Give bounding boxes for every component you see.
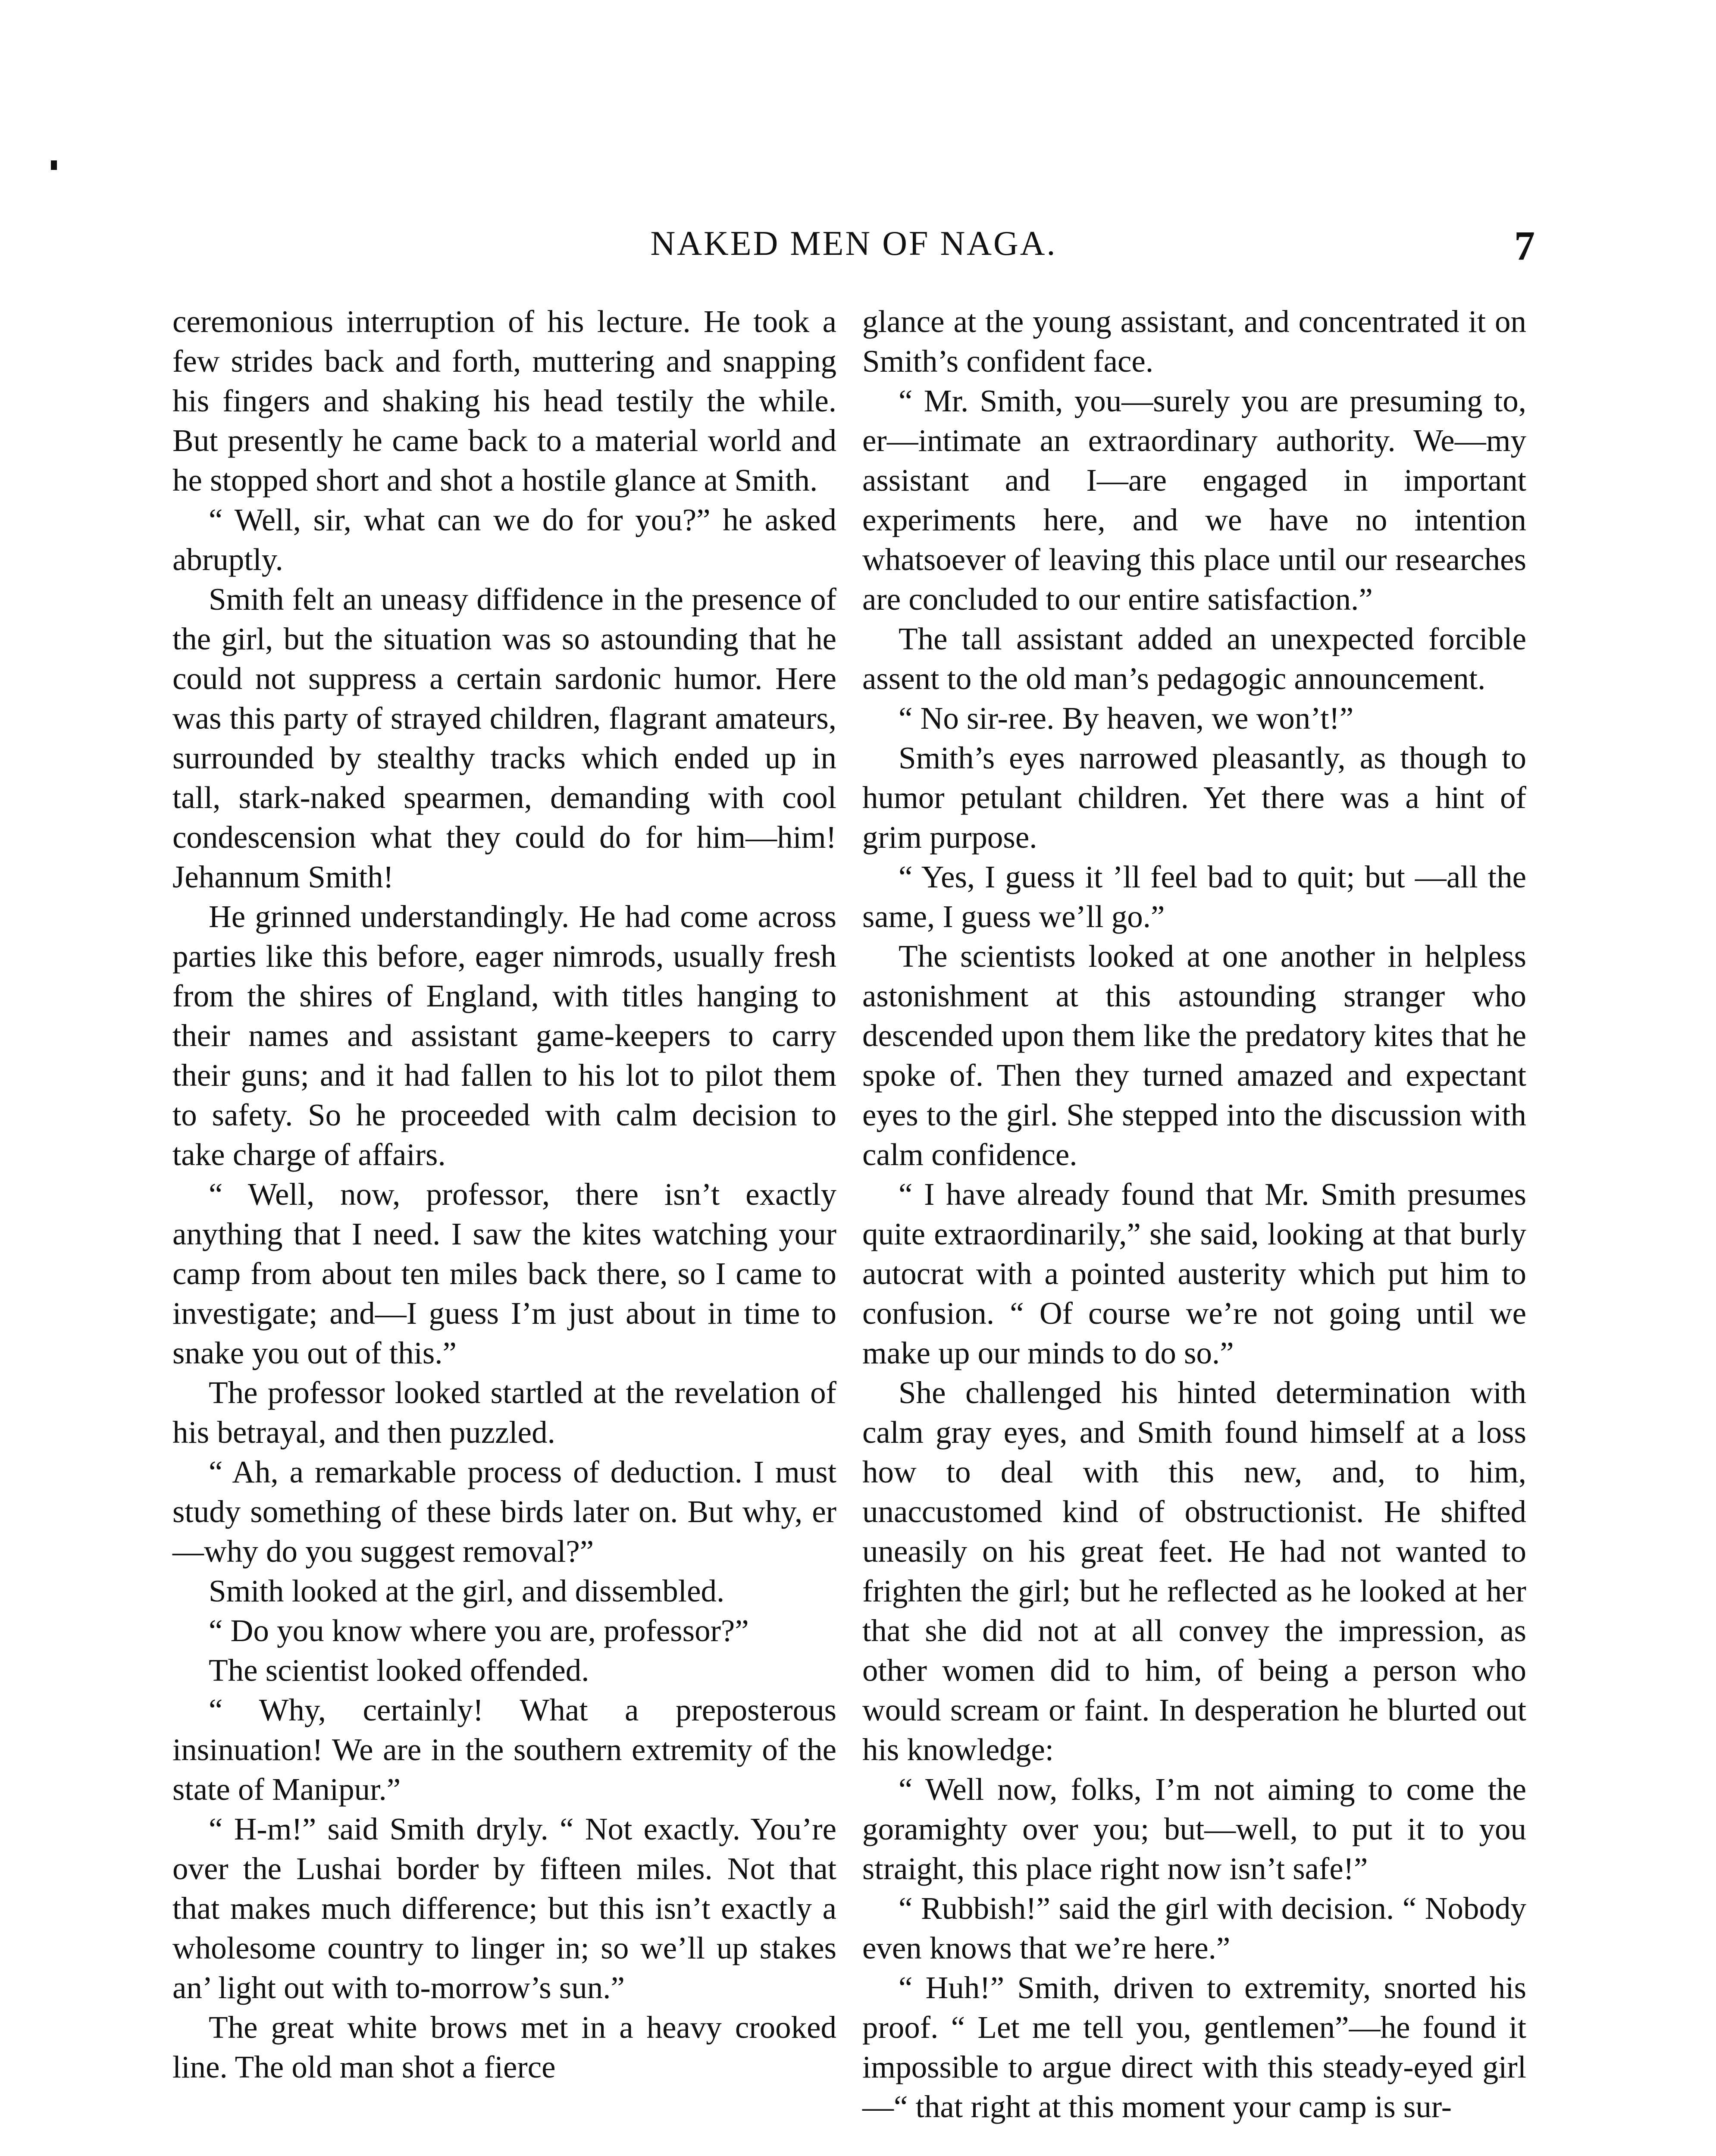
paragraph: “ Mr. Smith, you—surely you are presuming to, er—intimate an extraordinary authority. We—my assistant and I—are engaged in important experiments here, and we have no intention whatsoever of leaving this place until our researches are concluded to our entire satisfaction.”	[862, 383, 1526, 617]
paragraph: ceremonious interruption of his lecture. He took a few strides back and forth, muttering and snapping his fingers and shaking his head testily the while. But presently he came back to a material world and he stopped short and shot a hostile glance at Smith.	[172, 304, 836, 498]
paragraph: “ H-m!” said Smith dryly. “ Not exactly. You’re over the Lushai border by fifteen miles. Not that that makes much difference; but this isn’t exactly a wholesome country to linger in; so we’ll up stakes an’ light out with to-morrow’s sun.”	[172, 1811, 836, 2005]
right-column	[862, 302, 1526, 2127]
paragraph: The scientist looked offended.	[209, 1653, 589, 1688]
paragraph: Smith’s eyes narrowed pleasantly, as though to humor petulant children. Yet there was a hint of grim purpose.	[862, 740, 1526, 855]
paragraph: Smith felt an uneasy diffidence in the presence of the girl, but the situation was so astounding that he could not suppress a certain sardonic humor. Here was this party of strayed children, flagrant amateurs, surrounded by stealthy tracks which ended up in tall, stark-naked spearmen, demanding with cool condescension what they could do for him—him! Jehannum Smith!	[172, 582, 836, 894]
page-number: 7	[1514, 222, 1535, 269]
paragraph: glance at the young assistant, and concentrated it on Smith’s confident face.	[862, 304, 1526, 379]
running-title: NAKED MEN OF NAGA.	[650, 225, 1057, 263]
paragraph: “ I have already found that Mr. Smith presumes quite extraordinarily,” she said, looking at that burly autocrat with a pointed austerity which put him to confusion. “ Of course we’re not going until we make up our minds to do so.”	[862, 1177, 1526, 1370]
paragraph: “ Well, now, professor, there isn’t exactly anything that I need. I saw the kites watching your camp from about ten miles back there, so I came to investigate; and—I guess I’m just about in time to snake you out of this.”	[172, 1177, 836, 1370]
paragraph: The professor looked startled at the revelation of his betrayal, and then puzzled.	[172, 1375, 836, 1450]
paragraph: “ Do you know where you are, professor?”	[209, 1613, 749, 1648]
paragraph: She challenged his hinted determination with calm gray eyes, and Smith found himself at a loss how to deal with this new, and, to him, unaccustomed kind of obstructionist. He shifted uneasily on his great feet. He had not wanted to frighten the girl; but he reflected as he looked at her that she did not at all convey the impression, as other women did to him, of being a person who would scream or faint. In desperation he blurted out his knowledge:	[862, 1375, 1526, 1767]
paragraph: The tall assistant added an unexpected forcible assent to the old man’s pedagogic announcement.	[862, 621, 1526, 696]
paragraph: He grinned understandingly. He had come across parties like this before, eager nimrods, usually fresh from the shires of England, with titles hanging to their names and assistant game-keepers to carry their guns; and it had fallen to his lot to pilot them to safety. So he proceeded with calm decision to take charge of affairs.	[172, 899, 836, 1172]
paragraph: “ Huh!” Smith, driven to extremity, snorted his proof. “ Let me tell you, gentlemen”—he found it impossible to argue direct with this steady-eyed girl—“ that right at this moment your camp is sur-	[862, 1970, 1526, 2124]
paragraph: “ Rubbish!” said the girl with decision. “ Nobody even knows that we’re here.”	[862, 1891, 1526, 1965]
paragraph: The scientists looked at one another in helpless astonishment at this astounding stranger who descended upon them like the predatory kites that he spoke of. Then they turned amazed and expectant eyes to the girl. She stepped into the discussion with calm confidence.	[862, 939, 1526, 1172]
paragraph: “ No sir-ree. By heaven, we won’t!”	[899, 701, 1354, 736]
paragraph: The great white brows met in a heavy crooked line. The old man shot a fierce	[172, 2010, 836, 2084]
stray-ink-mark-top	[51, 160, 57, 170]
left-column	[172, 302, 836, 2087]
paragraph: “ Well, sir, what can we do for you?” he asked abruptly.	[172, 502, 836, 577]
paragraph: “ Yes, I guess it ’ll feel bad to quit; but —all the same, I guess we’ll go.”	[862, 859, 1526, 934]
page-header	[172, 224, 1535, 276]
paragraph: Smith looked at the girl, and dissembled.	[209, 1573, 725, 1608]
paragraph: “ Ah, a remarkable process of deduction. I must study something of these birds later on. But why, er—why do you suggest removal?”	[172, 1454, 836, 1569]
paragraph: “ Why, certainly! What a preposterous insinuation! We are in the southern extremity of the state of Manipur.”	[172, 1692, 836, 1807]
paragraph: “ Well now, folks, I’m not aiming to come the goramighty over you; but—well, to put it to you straight, this place right now isn’t safe!”	[862, 1772, 1526, 1886]
